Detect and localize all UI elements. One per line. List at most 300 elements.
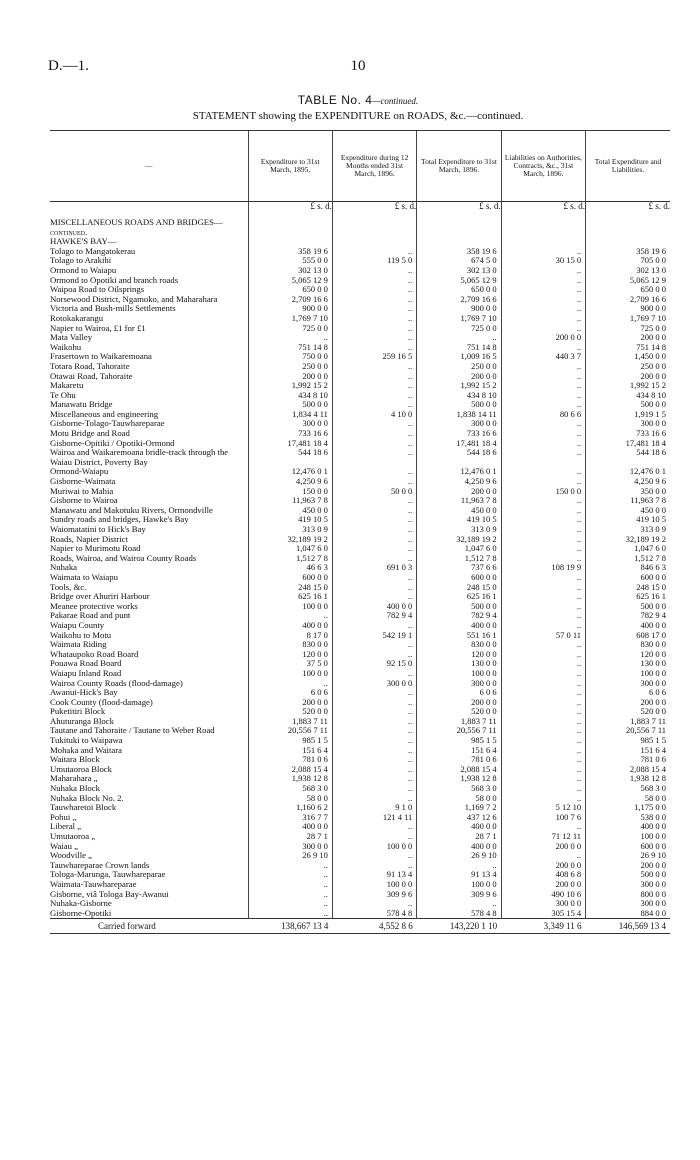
units-label: £ s. d.	[586, 202, 670, 219]
total-cell: 138,667 13 4	[248, 919, 332, 934]
row-label: Woodville „	[50, 850, 93, 861]
amount-cell: ..	[501, 391, 585, 401]
amount-cell: 58 0 0	[248, 794, 332, 804]
amount-cell: 555 0 0	[248, 256, 332, 266]
units-row	[50, 202, 670, 219]
amount-cell: ..	[501, 765, 585, 775]
row-label: Manawatu and Makotuku Rivers, Ormondville	[50, 504, 213, 515]
amount-cell: 1,450 0 0	[586, 352, 670, 362]
amount-cell: 400 0 0	[417, 842, 501, 852]
amount-cell: 1,883 7 11	[417, 717, 501, 727]
amount-cell: 1,938 12 8	[417, 774, 501, 784]
row-label: Sundry roads and bridges, Hawke's Bay	[50, 514, 189, 525]
amount-cell: 248 15 0	[248, 583, 332, 593]
amount-cell: ..	[332, 496, 416, 506]
row-label: Nuhaka-Gisborne	[50, 898, 112, 909]
amount-cell: ..	[501, 602, 585, 612]
amount-cell: 733 16 6	[248, 429, 332, 439]
amount-cell: 691 0 3	[332, 563, 416, 573]
amount-cell: 408 6 8	[501, 870, 585, 880]
row-label: Tauwharetoi Block	[50, 802, 117, 813]
amount-cell: ..	[332, 400, 416, 410]
amount-cell: ..	[417, 333, 501, 343]
amount-cell: 1,938 12 8	[586, 774, 670, 784]
amount-cell: 5,065 12 9	[248, 276, 332, 286]
units-label: £ s. d.	[332, 202, 416, 219]
amount-cell: 500 0 0	[586, 602, 670, 612]
amount-cell: ..	[332, 784, 416, 794]
amount-cell: 1,047 6 0	[586, 544, 670, 554]
amount-cell: 305 15 4	[501, 909, 585, 919]
amount-cell: 1,160 6 2	[248, 803, 332, 813]
amount-cell: ..	[332, 592, 416, 602]
amount-cell: 733 16 6	[586, 429, 670, 439]
row-label: Roads, Napier District	[50, 533, 128, 544]
amount-cell: 830 0 0	[417, 640, 501, 650]
amount-cell: 12,476 0 1	[417, 467, 501, 477]
amount-cell: 750 0 0	[248, 352, 332, 362]
row-label: Waiapu Inland Road	[50, 667, 122, 678]
amount-cell: ..	[332, 726, 416, 736]
amount-cell: 91 13 4	[332, 870, 416, 880]
amount-cell: 800 0 0	[586, 890, 670, 900]
amount-cell: 737 6 6	[417, 563, 501, 573]
amount-cell: ..	[332, 544, 416, 554]
row-label: Makaretu	[50, 380, 84, 391]
amount-cell: 32,189 19 2	[417, 535, 501, 545]
amount-cell: 1,512 7 8	[586, 554, 670, 564]
row-label: Waimata to Waiapu	[50, 571, 118, 582]
row-label: Waimata Riding	[50, 639, 107, 650]
amount-cell: ..	[501, 621, 585, 631]
amount-cell: ..	[332, 372, 416, 382]
amount-cell: 8 17 0	[248, 631, 332, 641]
amount-cell: 400 0 0	[248, 621, 332, 631]
amount-cell: 440 3 7	[501, 352, 585, 362]
amount-cell: ..	[501, 362, 585, 372]
amount-cell: 520 0 0	[417, 707, 501, 717]
amount-cell: ..	[501, 467, 585, 477]
amount-cell: 419 10 5	[586, 515, 670, 525]
amount-cell: 300 0 0	[586, 880, 670, 890]
amount-cell: ..	[332, 640, 416, 650]
amount-cell: ..	[501, 419, 585, 429]
amount-cell: 2,709 16 6	[248, 295, 332, 305]
amount-cell: ..	[501, 525, 585, 535]
column-header: —	[50, 131, 248, 202]
row-label: Tologa-Marunga, Tauwhareparae	[50, 869, 166, 880]
amount-cell: 100 0 0	[586, 832, 670, 842]
row-label: Ormond to Waiapu	[50, 264, 117, 275]
amount-cell: 200 0 0	[248, 698, 332, 708]
amount-cell: 5 12 10	[501, 803, 585, 813]
amount-cell: 50 0 0	[332, 487, 416, 497]
amount-cell: 91 13 4	[417, 870, 501, 880]
row-label: Totara Road, Tahoraite	[50, 360, 130, 371]
amount-cell: 302 13 0	[417, 266, 501, 276]
row-label: Pohui „	[50, 811, 77, 822]
amount-cell: 500 0 0	[417, 602, 501, 612]
amount-cell: 300 0 0	[417, 419, 501, 429]
amount-cell: ..	[501, 774, 585, 784]
column-header: Expenditure during 12 Months ended 31st March, 1896.	[332, 131, 416, 202]
row-label: Victoria and Bush-mills Settlements	[50, 303, 176, 314]
amount-cell: 538 0 0	[586, 813, 670, 823]
units-label: £ s. d.	[248, 202, 332, 219]
amount-cell: ..	[332, 755, 416, 765]
amount-cell: ..	[501, 304, 585, 314]
amount-cell: ..	[501, 314, 585, 324]
amount-cell: ..	[501, 755, 585, 765]
amount-cell: 302 13 0	[248, 266, 332, 276]
amount-cell: 1,992 15 2	[417, 381, 501, 391]
amount-cell: 500 0 0	[586, 400, 670, 410]
amount-cell: ..	[332, 515, 416, 525]
amount-cell: 1,047 6 0	[248, 544, 332, 554]
amount-cell: 120 0 0	[586, 650, 670, 660]
column-header: Total Expenditure to 31st March, 1896.	[417, 131, 501, 202]
amount-cell: ..	[332, 506, 416, 516]
amount-cell: 544 18 6	[248, 448, 332, 467]
amount-cell: 4 10 0	[332, 410, 416, 420]
amount-cell: 316 7 7	[248, 813, 332, 823]
column-header-row	[50, 131, 670, 202]
amount-cell: 300 0 0	[417, 679, 501, 689]
amount-cell: 32,189 19 2	[586, 535, 670, 545]
amount-cell: ..	[501, 477, 585, 487]
amount-cell: 437 12 6	[417, 813, 501, 823]
amount-cell: ..	[332, 707, 416, 717]
amount-cell: ..	[248, 611, 332, 621]
amount-cell: 900 0 0	[248, 304, 332, 314]
amount-cell: 30 15 0	[501, 256, 585, 266]
amount-cell: 450 0 0	[248, 506, 332, 516]
amount-cell: 544 18 6	[417, 448, 501, 467]
amount-cell: 200 0 0	[248, 372, 332, 382]
amount-cell: 520 0 0	[586, 707, 670, 717]
row-label: Otawai Road, Tahoraite	[50, 370, 133, 381]
row-label: Gisborne-Opotiki	[50, 907, 112, 918]
amount-cell: 358 19 6	[248, 247, 332, 257]
amount-cell: ..	[501, 592, 585, 602]
amount-cell: 17,481 18 4	[248, 439, 332, 449]
amount-cell: 650 0 0	[586, 285, 670, 295]
amount-cell: ..	[332, 362, 416, 372]
amount-cell: ..	[501, 746, 585, 756]
amount-cell: 26 9 10	[248, 851, 332, 861]
amount-cell: 600 0 0	[248, 573, 332, 583]
amount-cell: ..	[332, 448, 416, 467]
amount-cell: 58 0 0	[586, 794, 670, 804]
amount-cell: 578 4 8	[332, 909, 416, 919]
row-label: Liberal „	[50, 821, 82, 832]
amount-cell: ..	[501, 544, 585, 554]
row-label: Awanui-Hick's Bay	[50, 687, 118, 698]
amount-cell: 300 0 0	[248, 842, 332, 852]
amount-cell: 1,834 4 11	[248, 410, 332, 420]
row-label: Napier to Wairoa, £1 for £1	[50, 322, 146, 333]
row-label: Umutaoroa „	[50, 831, 96, 841]
amount-cell: ..	[501, 266, 585, 276]
amount-cell: 58 0 0	[417, 794, 501, 804]
amount-cell: 500 0 0	[586, 870, 670, 880]
amount-cell: 120 0 0	[417, 650, 501, 660]
amount-cell: ..	[501, 650, 585, 660]
table-row	[50, 909, 670, 919]
row-label: Gisborne-Waimata	[50, 476, 116, 487]
amount-cell: ..	[501, 736, 585, 746]
row-label: Gisborne to Wairoa	[50, 495, 118, 506]
amount-cell: 400 0 0	[417, 822, 501, 832]
amount-cell: 28 7 1	[417, 832, 501, 842]
amount-cell: ..	[501, 717, 585, 727]
amount-cell: 11,963 7 8	[248, 496, 332, 506]
amount-cell: 17,481 18 4	[417, 439, 501, 449]
amount-cell: 600 0 0	[586, 573, 670, 583]
amount-cell: ..	[332, 583, 416, 593]
amount-cell: 130 0 0	[417, 659, 501, 669]
amount-cell: 100 0 0	[417, 669, 501, 679]
amount-cell: 625 16 1	[248, 592, 332, 602]
amount-cell: ..	[501, 535, 585, 545]
amount-cell: 600 0 0	[417, 573, 501, 583]
amount-cell: ..	[501, 295, 585, 305]
row-label: Te Ohu	[50, 389, 76, 400]
amount-cell: 1,919 1 5	[586, 410, 670, 420]
amount-cell: 151 6 4	[248, 746, 332, 756]
row-label: Tolago to Mangatokerau	[50, 245, 136, 256]
amount-cell: ..	[501, 784, 585, 794]
amount-cell: ..	[332, 525, 416, 535]
amount-cell: 1,992 15 2	[586, 381, 670, 391]
amount-cell: ..	[332, 573, 416, 583]
amount-cell: ..	[332, 688, 416, 698]
amount-cell: 358 19 6	[417, 247, 501, 257]
total-cell: 3,349 11 6	[501, 919, 585, 934]
amount-cell: 985 1 5	[248, 736, 332, 746]
amount-cell: 544 18 6	[586, 448, 670, 467]
amount-cell: 781 0 6	[417, 755, 501, 765]
amount-cell: 751 14 8	[248, 343, 332, 353]
row-label: Waipoa Road to Oilsprings	[50, 284, 145, 295]
total-cell: 143,220 1 10	[417, 919, 501, 934]
units-label: £ s. d.	[417, 202, 501, 219]
amount-cell: 1,883 7 11	[586, 717, 670, 727]
amount-cell: 300 0 0	[586, 899, 670, 909]
amount-cell: ..	[332, 736, 416, 746]
amount-cell: 985 1 5	[586, 736, 670, 746]
row-label: Waiomatatini to Hick's Bay	[50, 524, 146, 534]
amount-cell: ..	[332, 304, 416, 314]
amount-cell: 782 9 4	[332, 611, 416, 621]
page-header	[48, 58, 668, 78]
amount-cell: 20,556 7 11	[417, 726, 501, 736]
amount-cell: ..	[248, 880, 332, 890]
row-label: Muriwai to Mahia	[50, 485, 114, 496]
amount-cell: ..	[332, 314, 416, 324]
amount-cell: 2,088 15 4	[586, 765, 670, 775]
amount-cell: 725 0 0	[417, 324, 501, 334]
amount-cell: ..	[332, 669, 416, 679]
section-heading-row	[50, 218, 670, 237]
row-label: Nuhaka	[50, 562, 78, 573]
amount-cell: 830 0 0	[586, 640, 670, 650]
amount-cell: 200 0 0	[501, 861, 585, 871]
amount-cell: 313 0 9	[248, 525, 332, 535]
amount-cell: 400 0 0	[417, 621, 501, 631]
amount-cell: 200 0 0	[586, 861, 670, 871]
amount-cell: 751 14 8	[417, 343, 501, 353]
amount-cell: 1,512 7 8	[248, 554, 332, 564]
amount-cell: 520 0 0	[248, 707, 332, 717]
amount-cell: 26 9 10	[586, 851, 670, 861]
table-subtitle: STATEMENT showing the EXPENDITURE on ROADS, &c.—continued.	[192, 110, 524, 122]
amount-cell: 1,009 16 5	[417, 352, 501, 362]
row-label: Gisborne-Opitiki / Opotiki-Ormond	[50, 437, 175, 448]
amount-cell: ..	[332, 247, 416, 257]
amount-cell: 725 0 0	[248, 324, 332, 334]
amount-cell: ..	[417, 899, 501, 909]
amount-cell: 200 0 0	[501, 842, 585, 852]
amount-cell: 300 0 0	[248, 419, 332, 429]
amount-cell: 985 1 5	[417, 736, 501, 746]
amount-cell: 100 7 6	[501, 813, 585, 823]
amount-cell: 350 0 0	[586, 487, 670, 497]
amount-cell: 32,189 19 2	[248, 535, 332, 545]
column-header: Liabilities on Authorities, Contracts, &c., 31st March, 1896.	[501, 131, 585, 202]
amount-cell: ..	[332, 276, 416, 286]
amount-cell: 1,992 15 2	[248, 381, 332, 391]
amount-cell: ..	[501, 439, 585, 449]
amount-cell: 57 0 11	[501, 631, 585, 641]
row-label: Pakarae Road and punt	[50, 610, 131, 621]
row-label: Ormond to Opotiki and branch roads	[50, 274, 179, 285]
amount-cell: 130 0 0	[586, 659, 670, 669]
units-label: £ s. d.	[501, 202, 585, 219]
row-label: Manawatu Bridge	[50, 399, 113, 410]
amount-cell: 200 0 0	[501, 333, 585, 343]
amount-cell: 6 0 6	[417, 688, 501, 698]
amount-cell: 2,709 16 6	[586, 295, 670, 305]
amount-cell: ..	[332, 774, 416, 784]
amount-cell: ..	[332, 621, 416, 631]
amount-cell: ..	[332, 419, 416, 429]
amount-cell: 200 0 0	[417, 698, 501, 708]
amount-cell: 4,250 9 6	[586, 477, 670, 487]
amount-cell: ..	[332, 381, 416, 391]
amount-cell: 434 8 10	[417, 391, 501, 401]
row-label: Waiapu County	[50, 619, 105, 630]
amount-cell: 37 5 0	[248, 659, 332, 669]
amount-cell: 20,556 7 11	[248, 726, 332, 736]
row-label: Tukituki to Waipawa	[50, 735, 123, 746]
amount-cell: ..	[501, 679, 585, 689]
row-label: Frasertown to Waikaremoana	[50, 351, 152, 362]
amount-cell: 46 6 3	[248, 563, 332, 573]
amount-cell: 92 15 0	[332, 659, 416, 669]
amount-cell: 151 6 4	[586, 746, 670, 756]
amount-cell: 100 0 0	[332, 842, 416, 852]
amount-cell: 650 0 0	[248, 285, 332, 295]
amount-cell: ..	[248, 333, 332, 343]
amount-cell: 733 16 6	[417, 429, 501, 439]
row-label: Tautane and Tahoraite / Tautane to Weber Road	[50, 725, 215, 736]
amount-cell: 150 0 0	[248, 487, 332, 497]
amount-cell: 11,963 7 8	[586, 496, 670, 506]
amount-cell: 1,169 7 2	[417, 803, 501, 813]
row-label: Gisborne, viâ Tologa Bay-Awanui	[50, 888, 169, 899]
amount-cell: ..	[501, 611, 585, 621]
amount-cell: 568 3 0	[248, 784, 332, 794]
amount-cell: 200 0 0	[417, 372, 501, 382]
amount-cell: ..	[501, 429, 585, 439]
amount-cell: ..	[332, 333, 416, 343]
amount-cell: ..	[332, 698, 416, 708]
amount-cell: ..	[332, 832, 416, 842]
amount-cell: ..	[501, 400, 585, 410]
amount-cell: ..	[501, 285, 585, 295]
amount-cell: 625 16 1	[586, 592, 670, 602]
amount-cell: ..	[248, 861, 332, 871]
amount-cell: 300 0 0	[332, 679, 416, 689]
row-label: Wairoa County Roads (flood-damage)	[50, 677, 183, 688]
amount-cell: 309 9 6	[417, 890, 501, 900]
amount-cell: 28 7 1	[248, 832, 332, 842]
amount-cell: 781 0 6	[248, 755, 332, 765]
amount-cell: 200 0 0	[417, 487, 501, 497]
amount-cell: ..	[332, 765, 416, 775]
row-label: Rotokakarangu	[50, 312, 104, 323]
amount-cell: ..	[332, 467, 416, 477]
amount-cell: 900 0 0	[586, 304, 670, 314]
expenditure-table	[50, 130, 670, 934]
amount-cell: 313 0 9	[586, 525, 670, 535]
amount-cell: 781 0 6	[586, 755, 670, 765]
amount-cell: 625 16 1	[417, 592, 501, 602]
amount-cell: 121 4 11	[332, 813, 416, 823]
section-heading: HAWKE'S BAY—	[50, 236, 117, 247]
row-label: Motu Bridge and Road	[50, 428, 130, 439]
amount-cell: ..	[332, 391, 416, 401]
amount-cell: 26 9 10	[417, 851, 501, 861]
amount-cell: ..	[501, 698, 585, 708]
amount-cell: 358 19 6	[586, 247, 670, 257]
amount-cell: 450 0 0	[586, 506, 670, 516]
amount-cell: 500 0 0	[248, 400, 332, 410]
amount-cell: 400 0 0	[586, 822, 670, 832]
amount-cell: ..	[332, 717, 416, 727]
amount-cell: 5,065 12 9	[417, 276, 501, 286]
row-label: Nuhaka Block	[50, 783, 100, 794]
amount-cell: ..	[248, 890, 332, 900]
amount-cell: 313 0 9	[417, 525, 501, 535]
amount-cell: ..	[501, 554, 585, 564]
amount-cell: ..	[248, 909, 332, 919]
amount-cell: 1,838 14 11	[417, 410, 501, 420]
amount-cell: 419 10 5	[248, 515, 332, 525]
row-label: Miscellaneous and engineering	[50, 408, 159, 419]
amount-cell: ..	[332, 822, 416, 832]
row-label: Norsewood District, Ngamoko, and Maharahara	[50, 293, 218, 304]
amount-cell: 100 0 0	[586, 669, 670, 679]
row-label: Gisborne-Tolago-Tauwhareparae	[50, 418, 165, 429]
amount-cell: ..	[501, 515, 585, 525]
total-cell: 146,569 13 4	[586, 919, 670, 934]
column-header: Expenditure to 31st March, 1895.	[248, 131, 332, 202]
amount-cell: ..	[332, 535, 416, 545]
amount-cell: 309 9 6	[332, 890, 416, 900]
amount-cell: 782 9 4	[586, 611, 670, 621]
